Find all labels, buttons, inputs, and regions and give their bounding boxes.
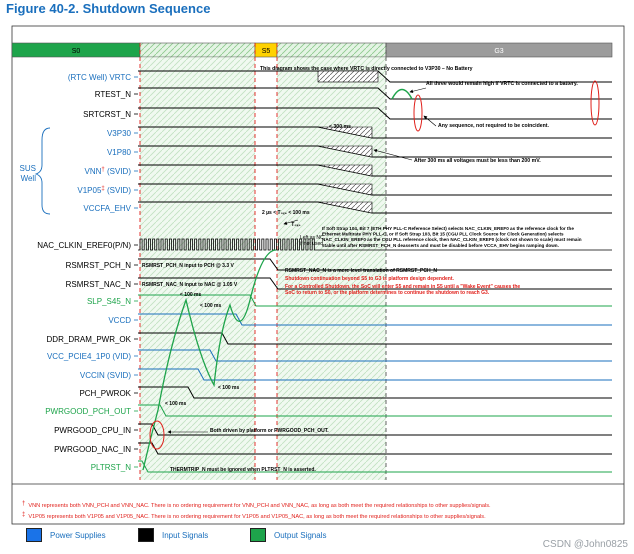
note-t100c: < 100 ms bbox=[218, 385, 240, 391]
note-arrow-1 bbox=[424, 116, 436, 126]
footnote-1: ‡ V1P05 represents both V1P05 and V1P05_NAC. There is no ordering requirement for V1P05 and V1P05_NAC, as long as both meet the required relationships to other supplies/signals. bbox=[22, 512, 486, 520]
legend-input-swatch bbox=[138, 528, 154, 542]
note-both_driven: Both driven by platform or PWRGOOD_PCH_OUT. bbox=[210, 428, 329, 434]
signal-label-vcc_pcie: VCC_PCIE4_1P0 (VID) bbox=[46, 352, 131, 361]
note-left-nc-1: Left as NC bbox=[300, 235, 324, 241]
legend-input bbox=[138, 528, 208, 542]
group-label-sus: SUS bbox=[19, 164, 36, 173]
signal-label-vnn: VNN† (SVID) bbox=[84, 167, 131, 176]
note-t100b: < 100 ms bbox=[180, 292, 202, 298]
signal-label-vccin: VCCIN (SVID) bbox=[79, 371, 131, 380]
phase-hatch bbox=[140, 43, 255, 57]
signal-label-v3p30: V3P30 bbox=[106, 129, 131, 138]
signal-label-ddr_pwr_ok: DDR_DRAM_PWR_OK bbox=[46, 335, 131, 344]
legend-power-label: Power Supplies bbox=[50, 530, 106, 540]
note-t100d: < 100 ms bbox=[165, 401, 187, 407]
signal-label-v1p05: V1P05‡ (SVID) bbox=[77, 186, 131, 195]
signal-label-vccfa: VCCFA_EHV bbox=[83, 204, 131, 213]
note-any_sequence: Any sequence, not required to be coincident. bbox=[438, 123, 549, 129]
wave-vrtc-battery-hump bbox=[392, 90, 412, 100]
phase-label-s5: S5 bbox=[261, 48, 271, 55]
phase-label-s0: S0 bbox=[71, 48, 81, 55]
note-left-nc-2: if not used. bbox=[300, 241, 325, 247]
signal-label-srtcrst: SRTCRST_N bbox=[83, 110, 131, 119]
sus-well-brace bbox=[36, 128, 50, 214]
note-remain_high: All three would remain high if VRTC is connected to a battery. bbox=[426, 81, 578, 87]
signal-label-rtest: RTEST_N bbox=[94, 90, 131, 99]
footnote-0: † VNN represents both VNN_PCH and VNN_NAC. There is no ordering requirement for VNN_PCH and VNN_NAC, as long as both meet the required relationships to other supplies/signals. bbox=[22, 501, 491, 509]
signal-label-pwrok: PCH_PWROK bbox=[79, 389, 131, 398]
figure-title: Figure 40-2. Shutdown Sequence bbox=[6, 1, 211, 16]
red-marker-0 bbox=[591, 81, 599, 125]
red-marker-1 bbox=[414, 95, 422, 131]
signal-label-vrtc: (RTC Well) VRTC bbox=[67, 73, 131, 82]
legend-output-swatch bbox=[250, 528, 266, 542]
signal-label-slp_s45: SLP_S45_N bbox=[86, 297, 131, 306]
signal-label-pwrgood_nac_in: PWRGOOD_NAC_IN bbox=[54, 445, 131, 454]
signal-label-nacclk: NAC_CLKIN_EREF0(P/N) bbox=[37, 241, 131, 250]
note-tsuf: 2 µs < T₀ₓ₆ < 100 ms bbox=[262, 210, 310, 216]
note-t300: < 300 ms bbox=[328, 124, 352, 130]
signal-label-pwrgood_pch_out: PWRGOOD_PCH_OUT bbox=[45, 407, 131, 416]
legend-output-label: Output Signals bbox=[274, 530, 327, 540]
legend-input-label: Input Signals bbox=[162, 530, 209, 540]
signal-label-v1p80: V1P80 bbox=[106, 148, 131, 157]
note-rsmrst_pch_input: RSMRST_PCH_N input to PCH @ 3.3 V bbox=[142, 263, 234, 269]
note-thermtrip: THERMTRIP_N must be ignored when PLTRST_N is asserted. bbox=[170, 467, 316, 473]
group-label-well: Well bbox=[20, 174, 36, 183]
note-cont-red2: For a Controlled Shutdown, the SoC will enter S5 and remain in S5 until a "Wake Event" causes the SoC to return to S0, or the platform determines to continue the shutdown to reach G3. bbox=[285, 284, 521, 296]
phase-gap bbox=[277, 43, 386, 57]
note-level_translation: RSMRST_NAC_N is a mere level translation of RSMRST_PCH_N bbox=[285, 268, 437, 274]
note-arrow-0 bbox=[410, 88, 426, 92]
note-cont_red1: Shutdown continuation beyond S5 to G3 is platform design dependent. bbox=[285, 276, 454, 282]
note-clk-note: If Soft Strap 104, Bit 7 (ETH PHY PLL-C Reference Select) selects NAC_CLKIN_EREF0 as the reference clock for the Ethernet Multirate PHY PLL-C, or if Soft Strap 103, Bit 15 (CGU PLL Clock Source for Clock Generation) selects NAC_CLKIN_EREF0 as the CGU PLL reference clock, then NAC_CLKIN_EREF0 (clock not shown to scale) must remain stable until after RSMRST_PCH_N deasserts and must be disabled before VCCA_EHV begins ramping down. bbox=[322, 226, 582, 248]
signal-label-rsmrst_pch: RSMRST_PCH_N bbox=[65, 261, 131, 270]
note-t100a: < 100 ms bbox=[200, 303, 222, 309]
signal-label-rsmrst_nac: RSMRST_NAC_N bbox=[65, 280, 131, 289]
legend-power bbox=[26, 528, 106, 542]
signal-label-pltrst: PLTRST_N bbox=[90, 463, 131, 472]
signal-label-vccd: VCCD bbox=[108, 316, 131, 325]
hatch-vrtc bbox=[318, 71, 378, 82]
phase-label-g3: G3 bbox=[494, 48, 504, 55]
legend-output bbox=[250, 528, 326, 542]
note-after300: After 300 ms all voltages must be less than 200 mV. bbox=[414, 158, 541, 164]
watermark: CSDN @John0825 bbox=[542, 539, 628, 550]
signal-label-pwrgood_cpu_in: PWRGOOD_CPU_IN bbox=[54, 426, 131, 435]
note-rsmrst_nac_input: RSMRST_NAC_N input to NAC @ 1.05 V bbox=[142, 282, 238, 288]
legend-power-swatch bbox=[26, 528, 42, 542]
note-tsuf_sub: T₀ₓ₆ bbox=[291, 222, 301, 228]
note-direct_connect: This diagram shows the case where VRTC is directly connected to V3P30 – No Battery bbox=[260, 66, 473, 72]
